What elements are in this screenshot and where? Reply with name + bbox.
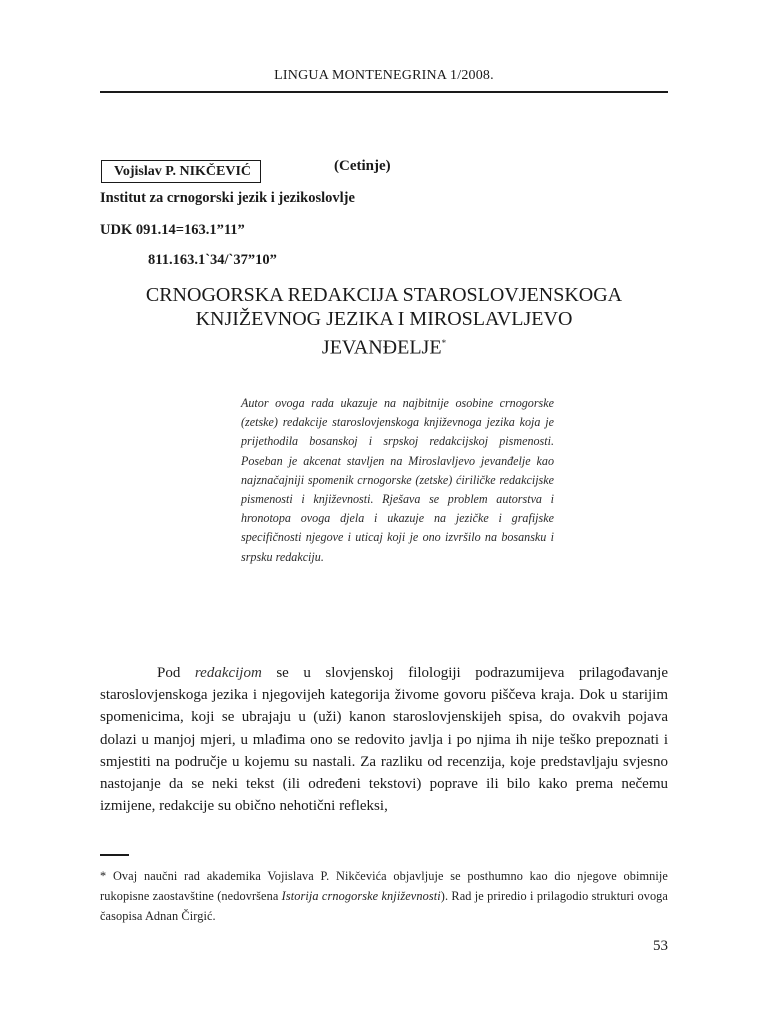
- footnote-rule: [100, 854, 129, 856]
- udk-code-line-2: 811.163.1`34/`37”10”: [148, 252, 277, 268]
- author-name-box: Vojislav P. NIKČEVIĆ: [101, 160, 261, 183]
- footnote-mark: *: [100, 869, 107, 883]
- udk-code-line-1: UDK 091.14=163.1”11”: [100, 222, 245, 238]
- title-line-1: CRNOGORSKA REDAKCIJA STAROSLOVJENSKOGA: [145, 284, 623, 306]
- author-city: (Cetinje): [334, 158, 391, 174]
- body-emphasis: redakcijom: [194, 665, 262, 681]
- header-rule: [100, 91, 668, 93]
- title-line-2: KNJIŽEVNOG JEZIKA I MIROSLAVLJEVO: [195, 308, 573, 330]
- abstract: Autor ovoga rada ukazuje na najbitnije osobine crnogorske (zetske) redakcije staroslovjenskoga književnoga jezika koja je prijethodila bosanskoj i srpskoj redakcijskoj pismenosti. Poseban je akcenat stavljen na Miroslavljevo jevanđelje kao najznačajniji spomenik crnogorske (zetske) ćiriličke redakcijske pismenosti i književnosti. Rješava se problem autorstva i hronotopa ovoga djela i ukazuje na jezičke i grafijske specifičnosti njegove i uticaj koji je ono izvršilo na bosansku i srpsku redakciju.: [241, 396, 554, 564]
- page-number: 53: [653, 938, 668, 954]
- body-lead: Pod: [157, 665, 195, 681]
- title-footnote-mark: *: [441, 338, 447, 348]
- journal-header: LINGUA MONTENEGRINA 1/2008.: [274, 68, 494, 83]
- author-institute: Institut za crnogorski jezik i jezikoslovlje: [100, 190, 355, 206]
- footnote-text-part-1: Ovaj naučni rad akademika Vojislava P. Nikčevića objavljuje se posthumno kao dio njegove obimnije rukopisne zaostavštine (nedovršena: [100, 869, 668, 903]
- footnote: [100, 866, 668, 926]
- body-text: se u slovjenskoj filologiji podrazumijeva prilagođavanje staroslovjenskoga jezika i njegovijeh kategorija živome govoru piščeva kraja. Dok u starijim spomenicima, koji se ubrajaju u (uži) kanon staroslovjenskijeh spisa, do ovakvih pojava dolazi u manjoj mjeri, u mlađima ono se redovito javlja i po njima ih nije teško prepoznati i smjestiti na područje u kojemu su nastali. Za razliku od recenzija, koje predstavljaju svjesno nastojanje da se neki tekst (ili određeni tekstovi) poprave ili bilo kako prema nečemu izmijene, redakcije su obično nehotični refleksi,: [100, 665, 669, 815]
- footnote-emphasis: Istorija crnogorske književnosti: [281, 889, 441, 903]
- body-paragraph: [100, 662, 668, 817]
- article-title: [100, 283, 668, 360]
- footnote-text-part-2: ). Rad je priredio i prilagodio strukturi ovoga časopisa Adnan Čirgić.: [100, 889, 668, 923]
- title-line-3: JEVANĐELJE: [321, 336, 442, 359]
